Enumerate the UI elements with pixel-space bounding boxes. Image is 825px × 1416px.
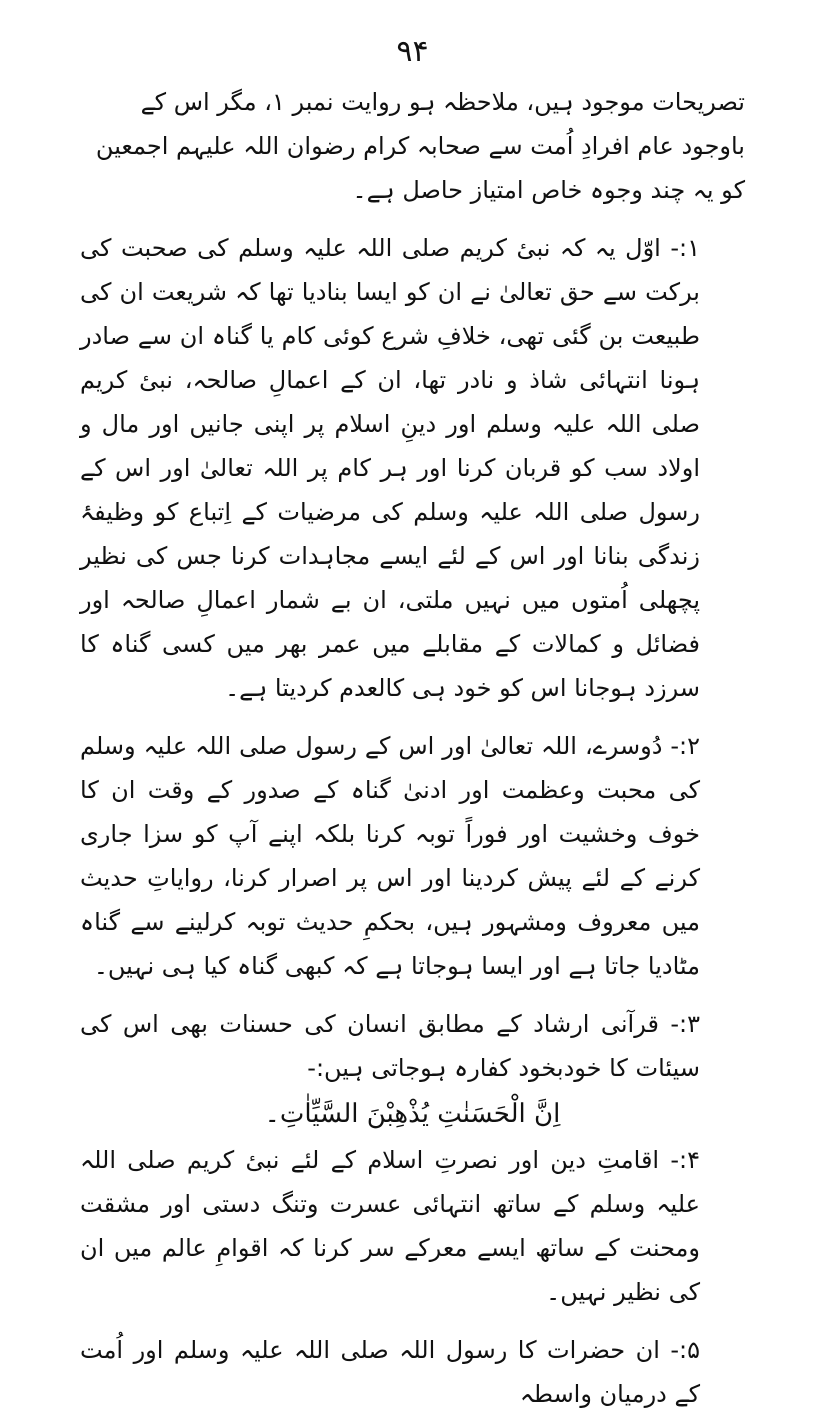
page-number: ۹۴ — [396, 34, 429, 69]
paragraph-point-5: ۵:- ان حضرات کا رسول اللہ صلی اللہ علیہ وسلم اور اُمت کے درمیان واسطہ — [80, 1336, 700, 1408]
quran-quote: اِنَّ الْحَسَنٰتِ یُذْھِبْنَ السَّیِّاٰتِ۔ — [264, 1099, 561, 1129]
paragraph-gap — [80, 988, 745, 1002]
paragraph-point-1: ۱:- اوّل یہ کہ نبیٔ کریم صلی اللہ علیہ وسلم کی صحبت کی برکت سے حق تعالیٰ نے ان کو ایسا بنادیا تھا کہ شریعت ان کی طبیعت بن گئی تھی، خلافِ شرع کوئی کام یا گناہ ان سے صادر ہونا انتہائی شاذ و نادر تھا، ان کے اعمالِ صالحہ، نبیٔ کریم صلی اللہ علیہ وسلم اور دینِ اسلام پر اپنی جانیں اور مال و اولاد سب کو قربان کرنا اور ہر کام پر اللہ تعالیٰ اور اس کے رسول صلی اللہ علیہ وسلم کی مرضیات کے اِتباع کو وظیفۂ زندگی بنانا اور اس کے لئے ایسے مجاہدات کرنا جس کی نظیر پچھلی اُمتوں میں نہیں ملتی، ان بے شمار اعمالِ صالحہ اور فضائل و کمالات کے مقابلے میں عمر بھر میں کسی گناہ کا سرزد ہوجانا اس کو خود ہی کالعدم کردیتا ہے۔ — [80, 234, 700, 702]
page-body — [80, 80, 745, 1416]
paragraph-intro: تصریحات موجود ہیں، ملاحظہ ہو روایت نمبر ۱، مگر اس کے باوجود عام افرادِ اُمت سے صحابہ کرام رضوان اللہ علیہم اجمعین کو یہ چند وجوہ خاص امتیاز حاصل ہے۔ — [95, 88, 745, 204]
paragraph-gap — [80, 1314, 745, 1328]
paragraph-gap — [80, 212, 745, 226]
paragraph-gap — [80, 710, 745, 724]
paragraph-point-4: ۴:- اقامتِ دین اور نصرتِ اسلام کے لئے نبیٔ کریم صلی اللہ علیہ وسلم کے ساتھ انتہائی عسرت وتنگ دستی اور مشقت ومحنت کے ساتھ ایسے معرکے سر کرنا کہ اقوامِ عالم میں ان کی نظیر نہیں۔ — [80, 1146, 700, 1306]
paragraph-point-3: ۳:- قرآنی ارشاد کے مطابق انسان کی حسنات بھی اس کی سیئات کا خودبخود کفارہ ہوجاتی ہیں:- — [80, 1010, 700, 1082]
paragraph-point-2: ۲:- دُوسرے، اللہ تعالیٰ اور اس کے رسول صلی اللہ علیہ وسلم کی محبت وعظمت اور ادنیٰ گناہ کے صدور کے وقت ان کا خوف وخشیت اور فوراً توبہ کرنا بلکہ اپنے آپ کو سزا جاری کرنے کے لئے پیش کردینا اور اس پر اصرار کرنا، روایاتِ حدیث میں معروف ومشہور ہیں، بحکمِ حدیث توبہ کرلینے سے گناہ مٹادیا جاتا ہے اور ایسا ہوجاتا ہے کہ کبھی گناہ کیا ہی نہیں۔ — [80, 732, 700, 980]
